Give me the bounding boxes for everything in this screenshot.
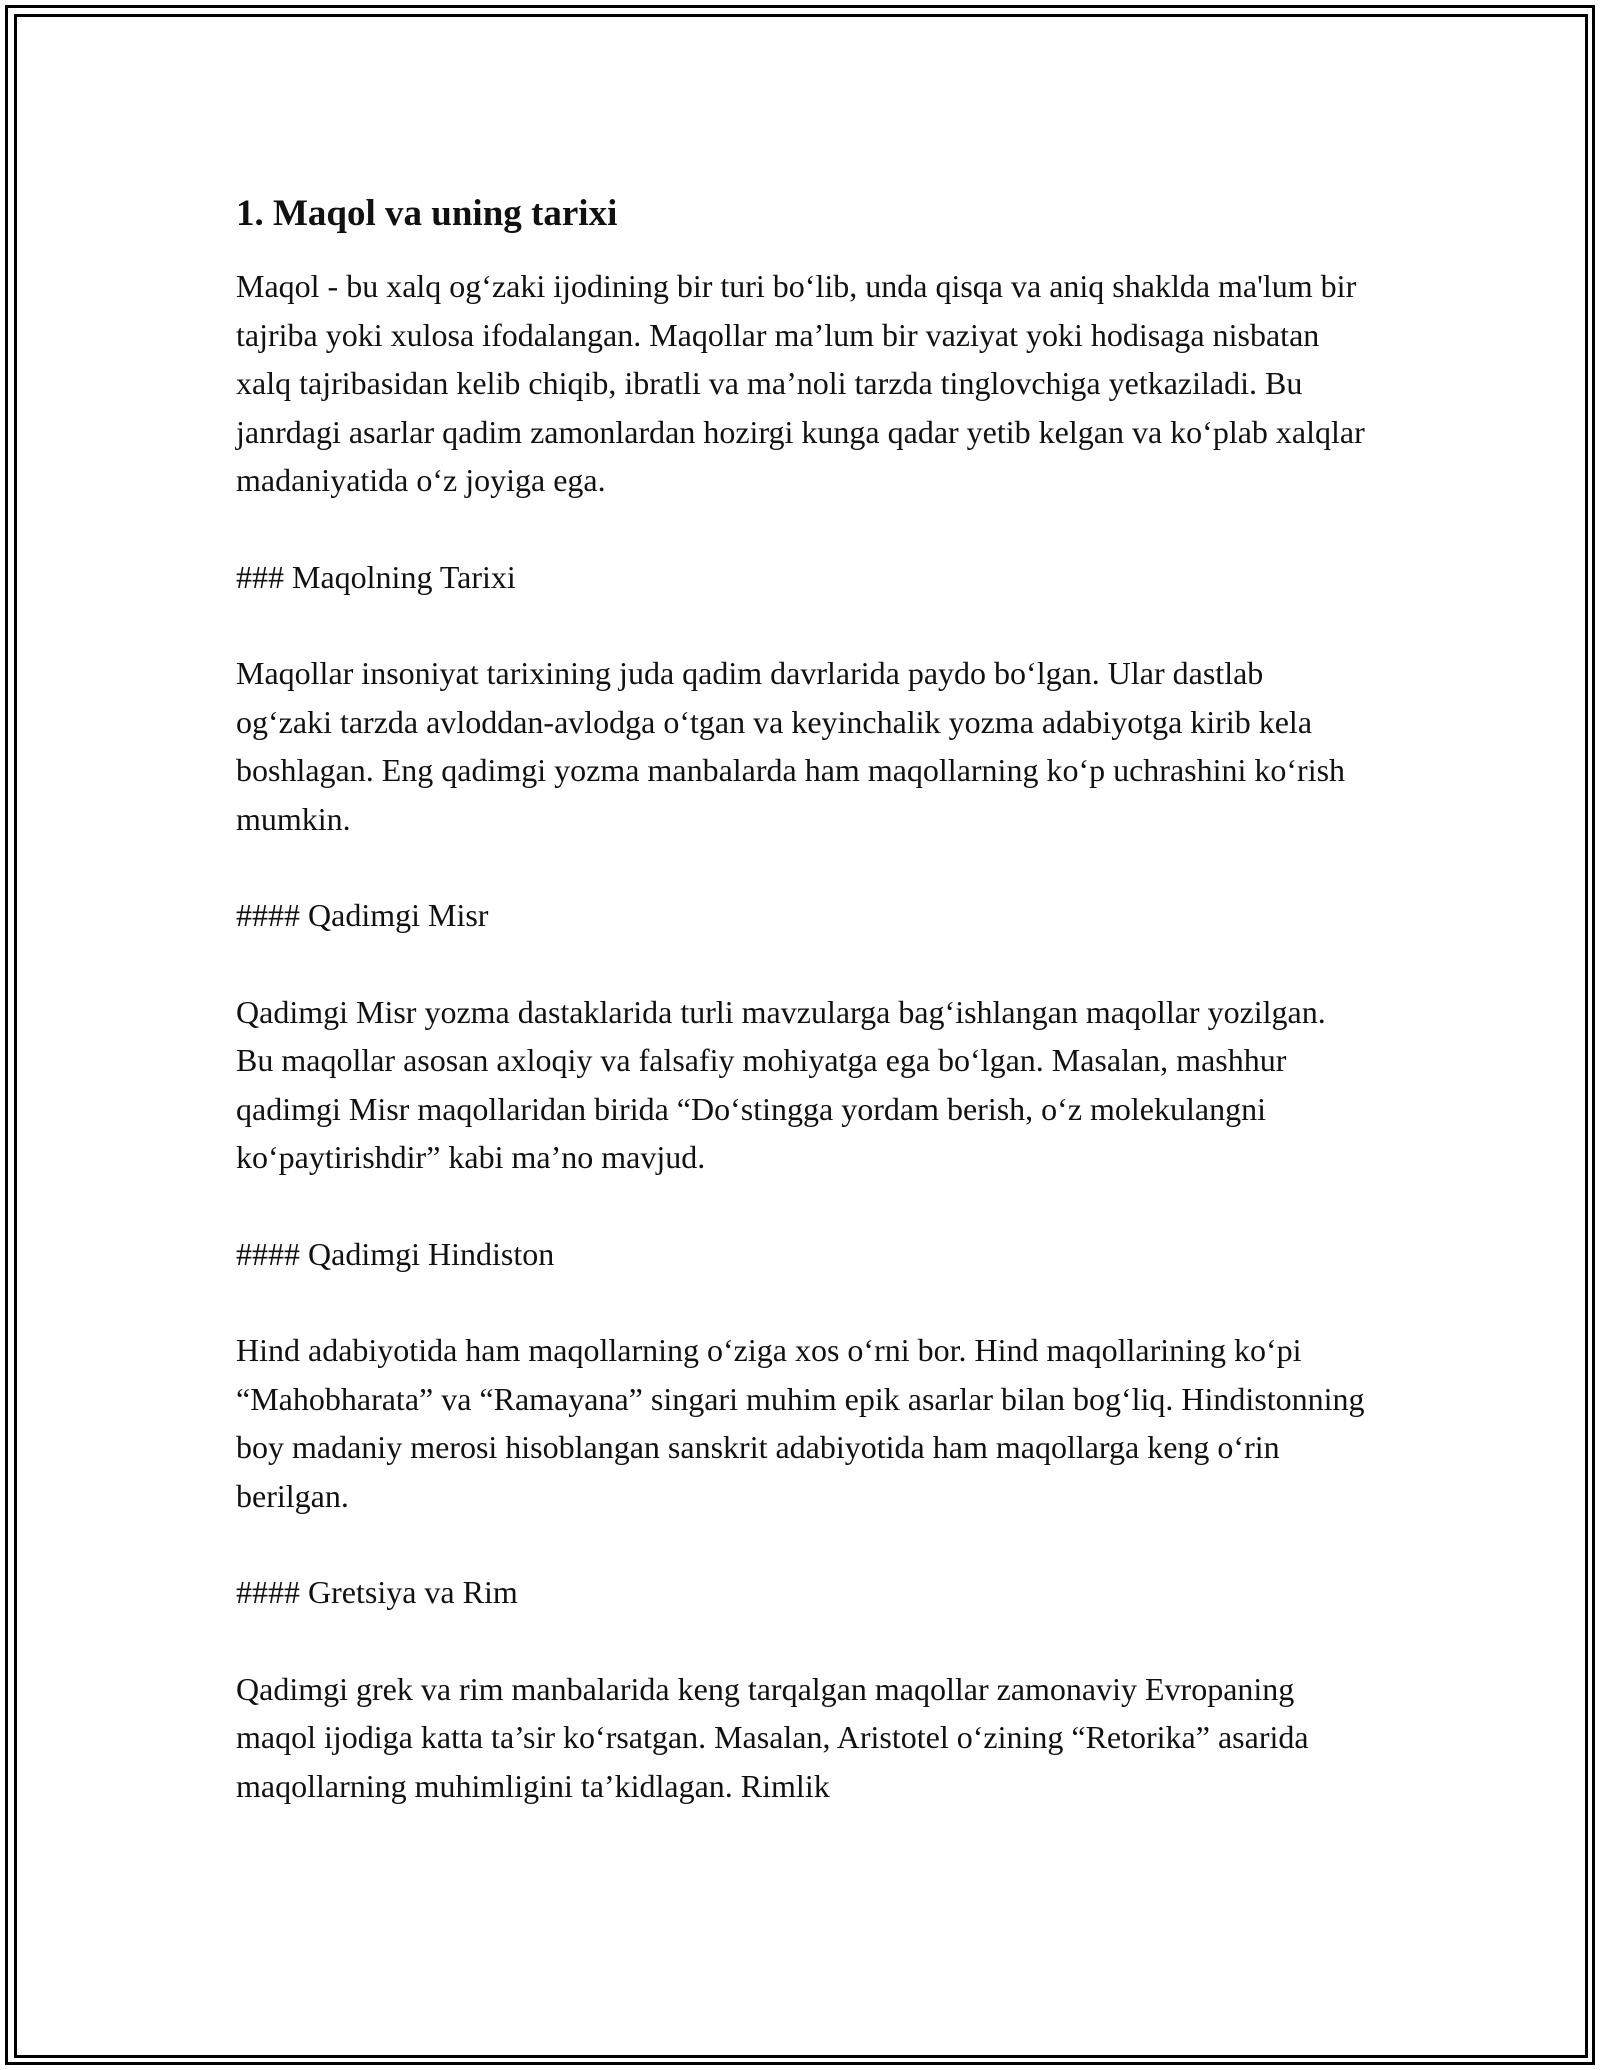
section-heading-maqolning-tarixi: ### Maqolning Tarixi (236, 558, 516, 595)
section-text-qadimgi-misr: Qadimgi Misr yozma dastaklarida turli mavzularga bag‘ishlangan maqollar yozilgan. Bu maqollar asosan axloqiy va falsafiy mohiyatga ega bo‘lgan. Masalan, mashhur qadimgi Misr maqollaridan birida “Do‘stingga yordam berish, o‘z molekulangni ko‘paytirishdir” kabi ma’no mavjud. (236, 993, 1326, 1175)
section-heading-gretsiya-va-rim: #### Gretsiya va Rim (236, 1574, 518, 1610)
document-body (236, 188, 1366, 1858)
section-text-qadimgi-hindiston: Hind adabiyotida ham maqollarning o‘ziga xos o‘rni bor. Hind maqollarining ko‘pi “Mahobharata” va “Ramayana” singari muhim epik asarlar bilan bog‘liq. Hindistonning boy madaniy merosi hisoblangan sanskrit adabiyotida ham maqollarga keng o‘rin berilgan. (236, 1332, 1365, 1514)
section-text-maqolning-tarixi: Maqollar insoniyat tarixining juda qadim davrlarida paydo bo‘lgan. Ular dastlab og‘zaki tarzda avloddan-avlodga o‘tgan va keyinchalik yozma adabiyotga kirib kela boshlagan. Eng qadimgi yozma manbalarda ham maqollarning ko‘p uchrashini ko‘rish mumkin. (236, 655, 1346, 837)
intro-paragraph: Maqol - bu xalq og‘zaki ijodining bir turi bo‘lib, unda qisqa va aniq shaklda ma'lum bir tajriba yoki xulosa ifodalangan. Maqollar ma’lum bir vaziyat yoki hodisaga nisbatan xalq tajribasidan kelib chiqib, ibratli va ma’noli tarzda tinglovchiga yetkaziladi. Bu janrdagi asarlar qadim zamonlardan hozirgi kunga qadar yetib kelgan va ko‘plab xalqlar madaniyatida o‘z joyiga ega. (236, 268, 1365, 498)
section-text-gretsiya-va-rim: Qadimgi grek va rim manbalarida keng tarqalgan maqollar zamonaviy Evropaning maqol ijodiga katta ta’sir ko‘rsatgan. Masalan, Aristotel o‘zining “Retorika” asarida maqollarning muhimligini ta’kidlagan. Rimlik (236, 1670, 1309, 1804)
section-heading-qadimgi-misr: #### Qadimgi Misr (236, 897, 489, 933)
section-heading-qadimgi-hindiston: #### Qadimgi Hindiston (236, 1235, 555, 1272)
document-title: 1. Maqol va uning tarixi (236, 193, 618, 234)
